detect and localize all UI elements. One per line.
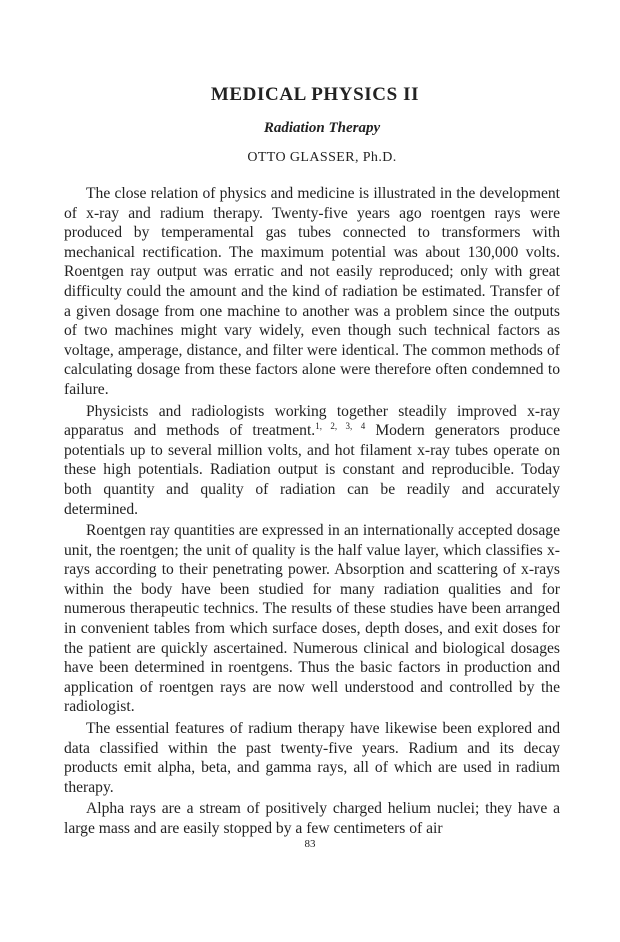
page-number: 83 bbox=[304, 838, 316, 850]
paragraph-3: Roentgen ray quantities are expressed in an internationally accepted dosage unit, the roentgen; the unit of quality is the half value layer, which classifies x-rays according to their penetrating power. Absorption and scattering of x-rays within the body have been studied for many radiation qualities and for numerous therapeutic technics. The results of these studies have been arranged in convenient tables from which surface doses, depth doses, and exit doses for the patient are quickly ascertained. Numerous clinical and biological dosages have been determined in roentgens. Thus the basic factors in production and application of roentgen rays are now well understood and controlled by the radiologist. bbox=[64, 522, 560, 716]
paragraph-2-text-b: Modern generators produce potentials up to several million volts, and hot filament x-ray tubes operate on these high potentials. Radiation output is constant and reproducible. Today both quantity and quality of radiation can be readily and accurately determined. bbox=[64, 422, 561, 518]
article-body bbox=[64, 184, 560, 839]
paragraph-4: The essential features of radium therapy have likewise been explored and data classified within the past twenty-five years. Radium and its decay products emit alpha, beta, and gamma rays, all of which are used in radium therapy. bbox=[64, 720, 560, 796]
article-subtitle: Radiation Therapy bbox=[263, 120, 381, 136]
paragraph-2-text-a: Physicists and radiologists working together steadily improved x-ray apparatus and methods of treatment. bbox=[64, 402, 560, 440]
article-title: MEDICAL PHYSICS II bbox=[210, 84, 420, 105]
paragraph-1: The close relation of physics and medicine is illustrated in the development of x-ray and radium therapy. Twenty-five years ago roentgen rays were produced by temperamental gas tubes connected to transformers with mechanical rectification. The maximum potential was about 130,000 volts. Roentgen ray output was erratic and not easily reproduced; only with great difficulty could the amount and the kind of radiation be estimated. Transfer of a given dosage from one machine to another was a problem since the outputs of two machines might vary widely, even though such technical factors as voltage, amperage, distance, and filter were identical. The common methods of calculating dosage from these factors alone were therefore often condemned to failure. bbox=[64, 185, 560, 398]
paragraph-2 bbox=[64, 402, 560, 520]
article-author: OTTO GLASSER, Ph.D. bbox=[247, 150, 397, 165]
article bbox=[64, 82, 560, 841]
paragraph-5: Alpha rays are a stream of positively charged helium nuclei; they have a large mass and are easily stopped by a few centimeters of air bbox=[64, 800, 560, 837]
reference-superscript: 1, 2, 3, 4 bbox=[315, 421, 366, 432]
